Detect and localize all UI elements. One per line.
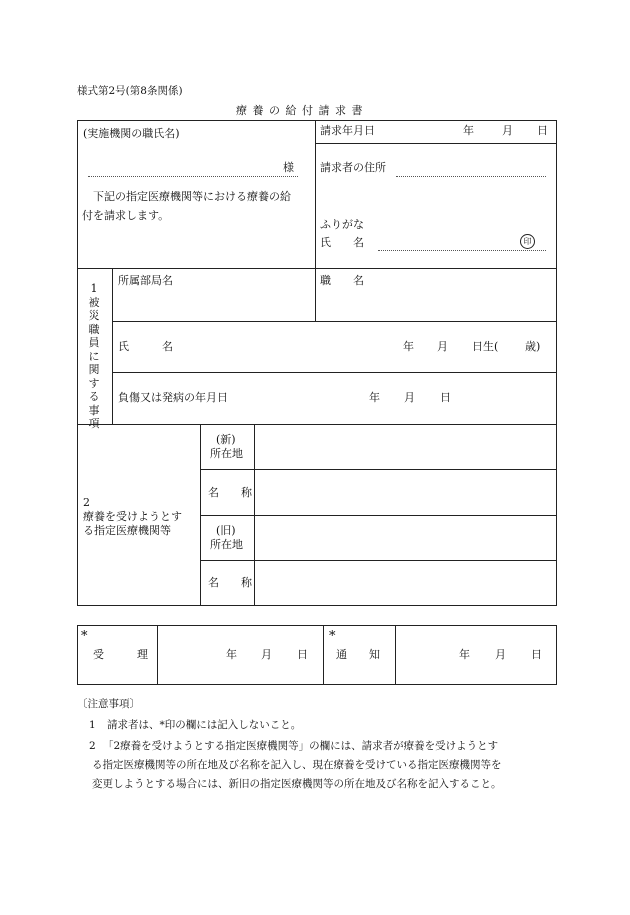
section1-bottom <box>77 424 557 425</box>
office-table-div2 <box>323 625 324 685</box>
table-border-top <box>77 120 557 121</box>
received-day[interactable]: 日 <box>297 648 308 661</box>
birth-month[interactable]: 月 <box>437 340 448 353</box>
office-table-div3 <box>395 625 396 685</box>
date-row-line <box>315 143 556 144</box>
table-border-bottom <box>77 605 557 606</box>
note2-number: 2 <box>89 740 96 752</box>
office-table-div1 <box>157 625 158 685</box>
notice-star: * <box>329 629 336 644</box>
claimant-name-field[interactable] <box>378 250 546 251</box>
table-border-right <box>556 120 557 606</box>
request-date-month[interactable]: 月 <box>502 124 513 137</box>
age-suffix: 歳) <box>525 340 541 353</box>
birth-year[interactable]: 年 <box>403 340 414 353</box>
address-label: 請求者の住所 <box>320 161 386 174</box>
new-tag: (新) <box>216 433 236 446</box>
table-border-left <box>77 120 78 606</box>
injury-date-label: 負傷又は発病の年月日 <box>118 391 228 404</box>
injury-year[interactable]: 年 <box>369 391 380 404</box>
received-month[interactable]: 月 <box>261 648 272 661</box>
note2-text-line1: 「2療養を受けようとする指定医療機関等」の欄には、請求者が療養を受けようとす <box>103 740 499 752</box>
name-label: 氏 名 <box>320 236 364 249</box>
section2-heading-line2: る指定医療機関等 <box>83 524 171 537</box>
old-location-label: 所在地 <box>210 538 243 551</box>
notice-day[interactable]: 日 <box>531 648 542 661</box>
section1-row1-line <box>112 321 556 322</box>
request-date-year[interactable]: 年 <box>463 124 474 137</box>
new-location-label: 所在地 <box>210 447 243 460</box>
section2-heading-line1: 療養を受けようとす <box>83 510 182 523</box>
recipient-name-field[interactable] <box>88 176 298 177</box>
office-table-top <box>77 625 557 626</box>
new-name-label: 名 称 <box>208 486 252 499</box>
dept-position-divider <box>315 268 316 321</box>
received-star: * <box>81 629 88 644</box>
notes-heading: 〔注意事項〕 <box>77 698 140 710</box>
furigana-label: ふりがな <box>320 218 364 231</box>
section2-row1-line <box>200 469 556 470</box>
injury-day[interactable]: 日 <box>440 391 451 404</box>
employee-name-label: 氏 名 <box>118 340 173 353</box>
office-table-right <box>556 625 557 685</box>
office-table-bottom <box>77 684 557 685</box>
section1-heading: 1被災職員に関する事項 <box>88 282 100 430</box>
note2-text-line3: 変更しようとする場合には、新旧の指定医療機関等の所在地及び名称を記入すること。 <box>92 778 502 790</box>
birth-day[interactable]: 日生( <box>472 340 499 353</box>
section2-row3-line <box>200 560 556 561</box>
note1-number: 1 <box>89 719 96 731</box>
note1-text: 請求者は、*印の欄には記入しないこと。 <box>107 719 302 731</box>
dept-label: 所属部局名 <box>118 274 173 287</box>
old-tag: (旧) <box>216 524 236 537</box>
section1-row2-line <box>112 372 556 373</box>
form-title: 療 養 の 給 付 請 求 書 <box>236 104 364 117</box>
section1-heading-divider <box>112 268 113 424</box>
request-date-label: 請求年月日 <box>320 124 375 137</box>
note2-text-line2: る指定医療機関等の所在地及び名称を記入し、現在療養を受けている指定医療機関等を <box>92 759 502 771</box>
top-section-bottom <box>77 268 557 269</box>
position-label: 職 名 <box>320 274 364 287</box>
notice-year[interactable]: 年 <box>459 648 470 661</box>
notice-month[interactable]: 月 <box>495 648 506 661</box>
sama-suffix: 様 <box>283 161 294 174</box>
notice-label: 通 知 <box>336 648 380 661</box>
recipient-label: (実施機関の職氏名) <box>83 127 180 140</box>
section2-number: 2 <box>83 496 90 509</box>
request-text-line1: 下記の指定医療機関等における療養の給 <box>93 190 291 203</box>
request-date-day[interactable]: 日 <box>537 124 548 137</box>
address-field[interactable] <box>396 176 546 177</box>
old-name-label: 名 称 <box>208 576 252 589</box>
received-year[interactable]: 年 <box>226 648 237 661</box>
form-number: 様式第2号(第8条関係) <box>77 85 183 97</box>
office-table-left <box>77 625 78 685</box>
received-label: 受 理 <box>93 648 148 661</box>
section2-row2-line <box>200 515 556 516</box>
request-text-line2: 付を請求します。 <box>82 209 170 222</box>
injury-month[interactable]: 月 <box>404 391 415 404</box>
seal-mark-icon: 印 <box>520 234 535 249</box>
